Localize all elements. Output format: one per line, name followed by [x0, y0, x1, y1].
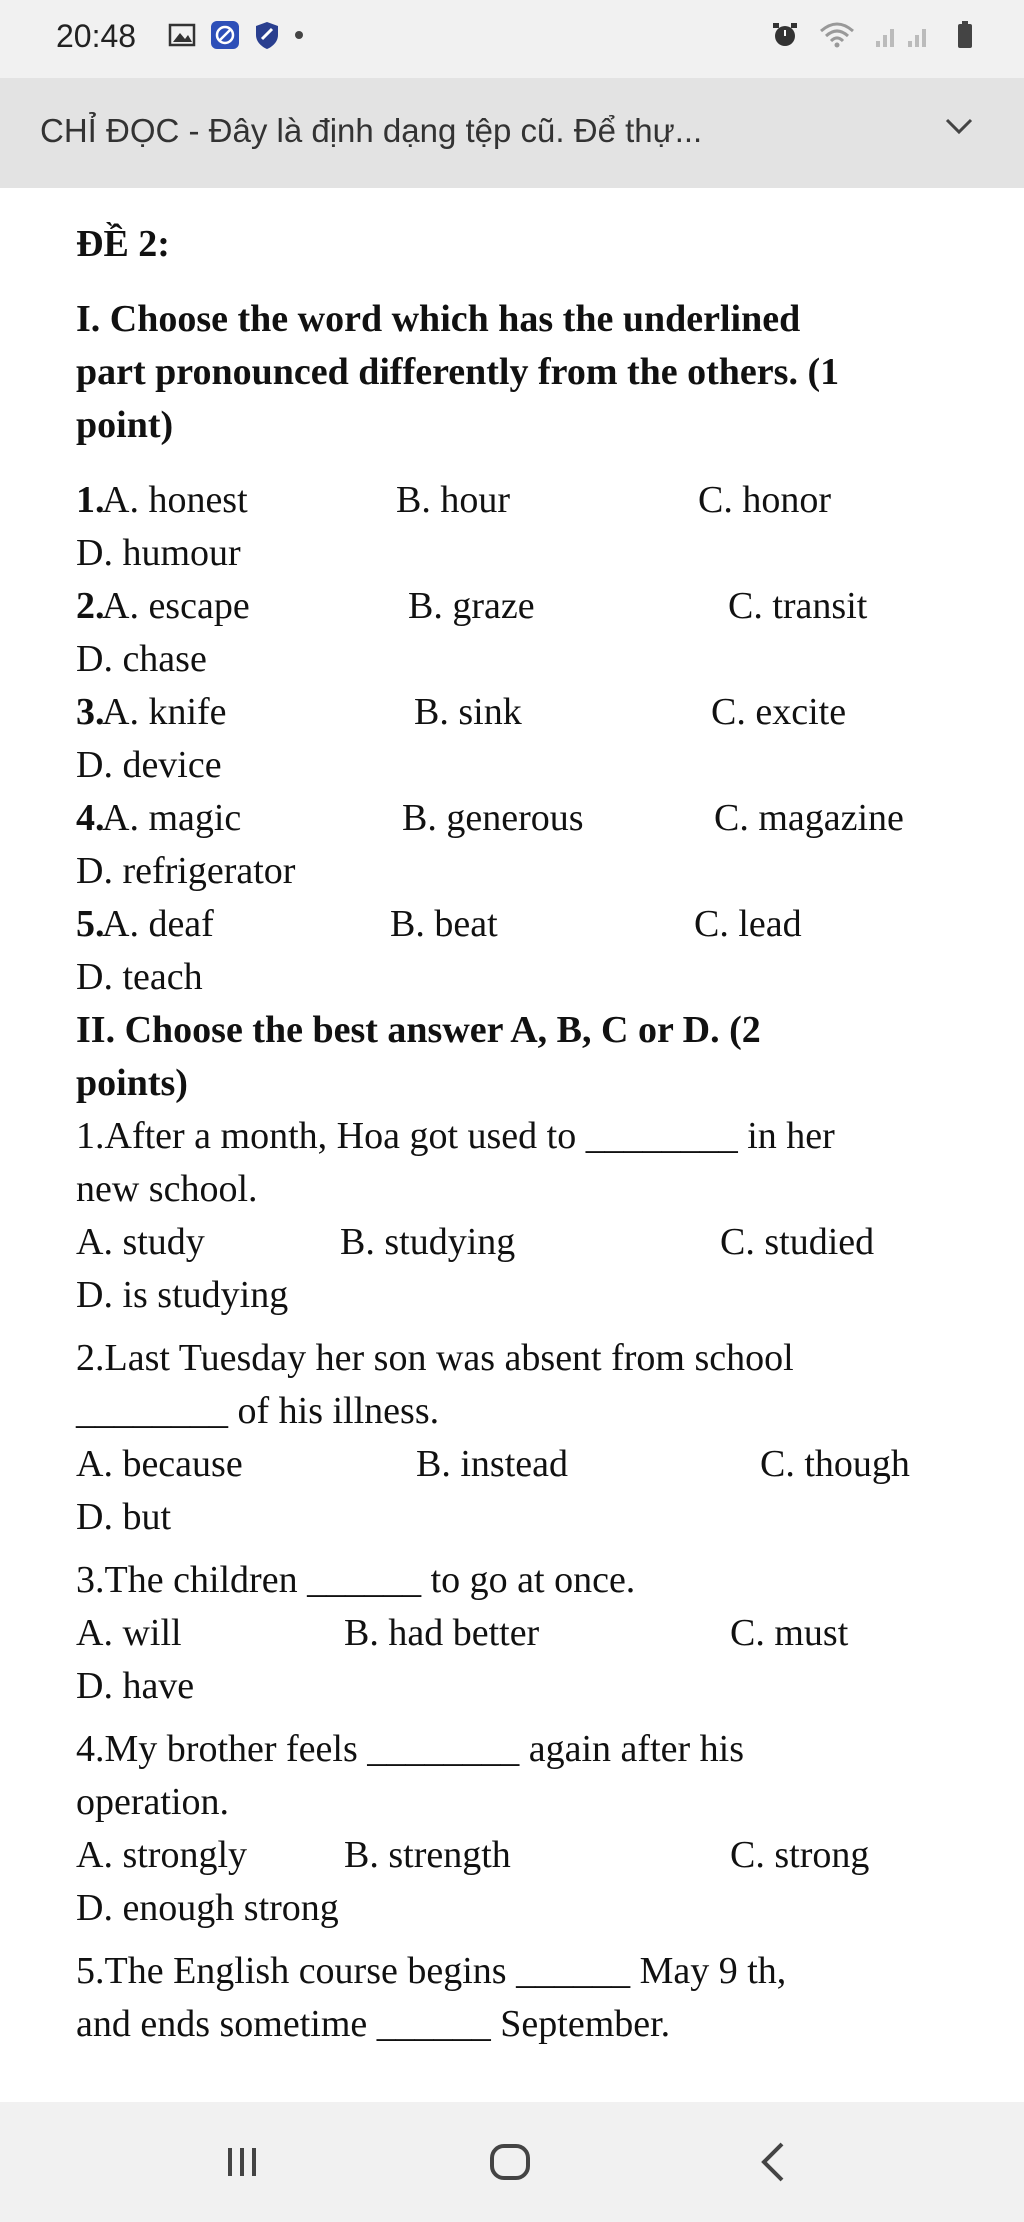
option-d: D. but: [76, 1496, 171, 1538]
option-a: A. escape: [102, 585, 250, 627]
option-c: C. though: [760, 1443, 910, 1485]
option-a: A. because: [76, 1443, 243, 1485]
option-d: D. chase: [76, 638, 207, 680]
question-text: 2.Last Tuesday her son was absent from school: [76, 1337, 794, 1379]
status-time: 20:48: [56, 18, 137, 54]
section-1-heading: I. Choose the word which has the underlined: [76, 298, 801, 340]
option-c: C. transit: [728, 585, 868, 627]
option-d: D. refrigerator: [76, 850, 296, 892]
back-icon[interactable]: [758, 2140, 788, 2184]
option-a: A. strongly: [76, 1834, 247, 1876]
signal-icon: [874, 21, 938, 49]
question-text: 3.The children ______ to go at once.: [76, 1559, 636, 1601]
alarm-icon: [770, 20, 800, 50]
option-c: C. honor: [698, 479, 831, 521]
navigation-bar: [0, 2102, 1024, 2222]
status-system-icons: [770, 20, 974, 50]
option-b: B. sink: [414, 691, 522, 733]
option-b: B. graze: [408, 585, 535, 627]
option-d: D. is studying: [76, 1274, 289, 1316]
dot-icon: [294, 30, 304, 40]
option-a: A. magic: [102, 797, 242, 839]
banner-text: CHỈ ĐỌC - Đây là định dạng tệp cũ. Để thự...: [40, 112, 703, 149]
option-d: D. humour: [76, 532, 241, 574]
option-b: B. studying: [340, 1221, 516, 1263]
option-b: B. instead: [416, 1443, 568, 1485]
option-a: A. deaf: [102, 903, 214, 945]
option-b: B. hour: [396, 479, 510, 521]
option-b: B. generous: [402, 797, 584, 839]
shield-icon: [254, 20, 280, 50]
question-row: 2. A. escape B. graze C. transit: [76, 580, 956, 633]
option-a: A. will: [76, 1612, 182, 1654]
chevron-down-icon[interactable]: [944, 116, 974, 136]
question-text: 1.After a month, Hoa got used to ________ in her: [76, 1115, 835, 1157]
question-text: 5.The English course begins ______ May 9 th,: [76, 1950, 787, 1992]
question-row: 5. A. deaf B. beat C. lead: [76, 898, 956, 951]
wifi-icon: [818, 21, 856, 49]
shield-icon: [210, 20, 240, 50]
options-row: [76, 1607, 956, 1660]
option-a: A. study: [76, 1221, 205, 1263]
option-b: B. had better: [344, 1612, 540, 1654]
option-c: C. strong: [730, 1834, 870, 1876]
question-text: 4.My brother feels ________ again after his: [76, 1728, 744, 1770]
option-d: D. enough strong: [76, 1887, 339, 1929]
status-bar: [0, 0, 1024, 78]
option-d: D. device: [76, 744, 222, 786]
options-row: [76, 1829, 956, 1882]
read-only-banner[interactable]: [0, 78, 1024, 188]
question-row: 3. A. knife B. sink C. excite: [76, 686, 956, 739]
section-2-heading: II. Choose the best answer A, B, C or D. (2: [76, 1009, 761, 1051]
document-title: ĐỀ 2:: [76, 223, 170, 265]
option-c: C. magazine: [714, 797, 904, 839]
option-c: C. must: [730, 1612, 849, 1654]
option-d: D. teach: [76, 956, 203, 998]
option-a: A. honest: [102, 479, 248, 521]
option-b: B. beat: [390, 903, 498, 945]
option-a: A. knife: [102, 691, 227, 733]
question-row: 1. A. honest B. hour C. honor: [76, 474, 956, 527]
recents-icon[interactable]: [222, 2144, 262, 2180]
status-notification-icons: [168, 20, 304, 50]
option-b: B. strength: [344, 1834, 511, 1876]
option-c: C. lead: [694, 903, 802, 945]
option-c: C. studied: [720, 1221, 875, 1263]
question-row: 4. A. magic B. generous C. magazine: [76, 792, 956, 845]
option-c: C. excite: [711, 691, 847, 733]
options-row: [76, 1438, 956, 1491]
options-row: [76, 1216, 956, 1269]
home-icon[interactable]: [488, 2142, 532, 2182]
document-content: ĐỀ 2: I. Choose the word which has the underlined part pronounced differently from the others. (1 point) 1. A. honest B. hour C. honor D. humour 2. A. escape B. graze C. transit D. chase 3. A. knife B. sink C. excite D. device 4. A. magic B. generous C. magazine D. refrigerator 5. A. deaf B. beat C. lead D. teach II. Choose the best answer A, B, C or D. (2 points) 1.After a month, Hoa got used to ________ in her new school. A. study B. studying C. studied D. is studying 2.Last Tuesday her son was absent from school ________ of his illness. A. because B. instead C. though D. but 3.The children ______ to go at once. A. will B. had better C. must D. have 4.My brother feels ________ again after his operation. A. strongly B. strength C. strong D. enough strong 5.The English course begins ______ May 9 th, and ends sometime ______ September.: [76, 218, 956, 2051]
option-d: D. have: [76, 1665, 195, 1707]
battery-icon: [956, 20, 974, 50]
image-icon: [168, 22, 196, 48]
